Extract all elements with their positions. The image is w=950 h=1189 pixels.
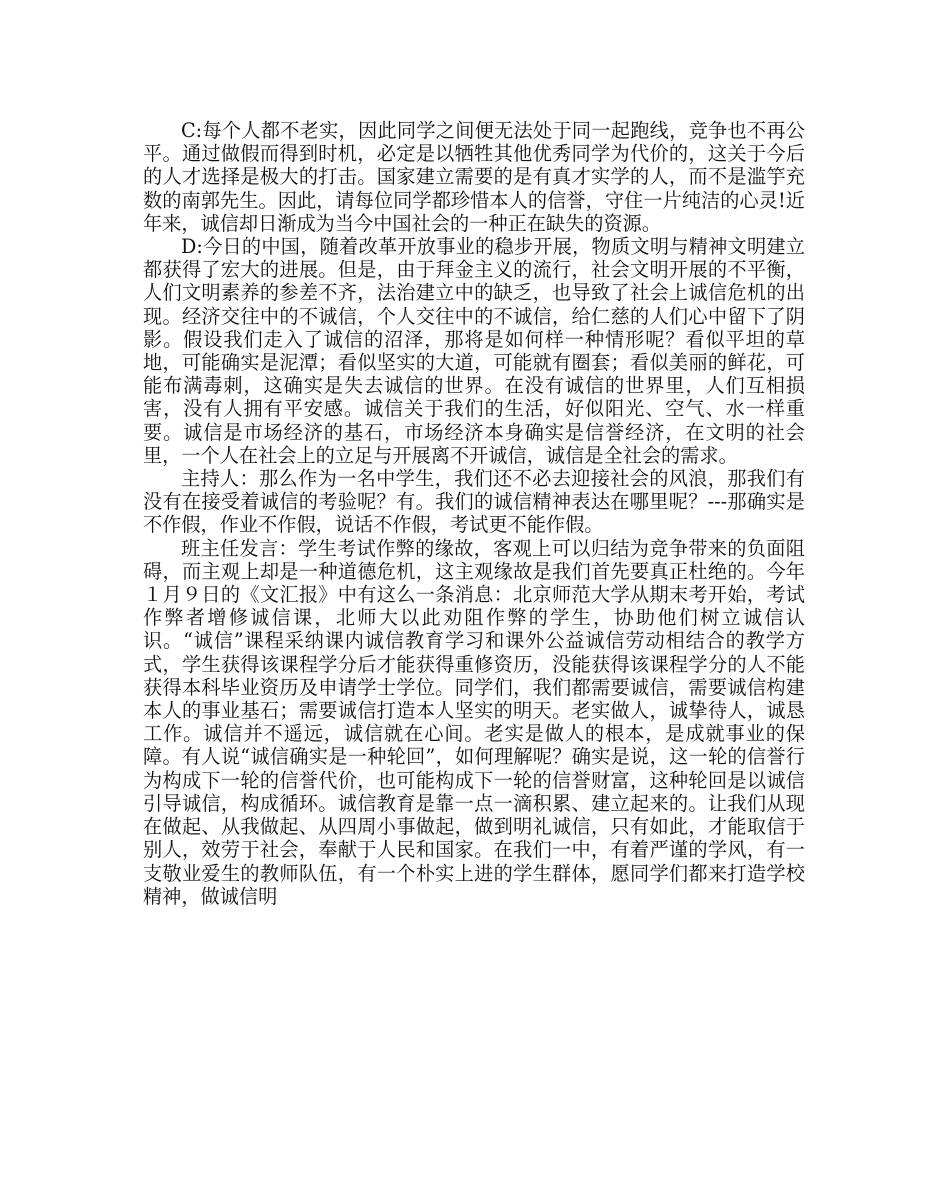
document-page <box>143 119 805 908</box>
paragraph-host: 主持人：那么作为一名中学生，我们还不必去迎接社会的风浪，那我们有没有在接受着诚信的考验呢？有。我们的诚信精神表达在哪里呢？---那确实是不作假，作业不作假，说话不作假，考试更不能作假。 <box>143 467 805 537</box>
paragraph-c: C:每个人都不老实，因此同学之间便无法处于同一起跑线，竞争也不再公平。通过做假而得到时机，必定是以牺牲其他优秀同学为代价的，这关于今后的人才选择是极大的打击。国家建立需要的是有真才实学的人，而不是滥竽充数的南郭先生。因此，请每位同学都珍惜本人的信誉，守住一片纯洁的心灵!近年来，诚信却日渐成为当今中国社会的一种正在缺失的资源。 <box>143 119 805 235</box>
paragraph-d: D:今日的中国，随着改革开放事业的稳步开展，物质文明与精神文明建立都获得了宏大的进展。但是，由于拜金主义的流行，社会文明开展的不平衡，人们文明素养的参差不齐，法治建立中的缺乏，也导致了社会上诚信危机的出现。经济交往中的不诚信，个人交往中的不诚信，给仁慈的人们心中留下了阴影。假设我们走入了诚信的沼泽，那将是如何样一种情形呢？看似平坦的草地，可能确实是泥潭；看似坚实的大道，可能就有圈套；看似美丽的鲜花，可能布满毒刺，这确实是失去诚信的世界。在没有诚信的世界里，人们互相损害，没有人拥有平安感。诚信关于我们的生活，好似阳光、空气、水一样重要。诚信是市场经济的基石，市场经济本身确实是信誉经济，在文明的社会里，一个人在社会上的立足与开展离不开诚信，诚信是全社会的需求。 <box>143 235 805 467</box>
paragraph-teacher: 班主任发言：学生考试作弊的缘故，客观上可以归结为竞争带来的负面阻碍，而主观上却是一种道德危机，这主观缘故是我们首先要真正杜绝的。今年１月９日的《文汇报》中有这么一条消息：北京师范大学从期末考开始，考试作弊者增修诚信课，北师大以此劝阻作弊的学生，协助他们树立诚信认识。“诚信”课程采纳课内诚信教育学习和课外公益诚信劳动相结合的教学方式，学生获得该课程学分后才能获得重修资历，没能获得该课程学分的人不能获得本科毕业资历及申请学士学位。同学们，我们都需要诚信，需要诚信构建本人的事业基石；需要诚信打造本人坚实的明天。老实做人，诚挚待人，诚恳工作。诚信并不遥远，诚信就在心间。老实是做人的根本，是成就事业的保障。有人说“诚信确实是一种轮回”，如何理解呢？确实是说，这一轮的信誉行为构成下一轮的信誉代价，也可能构成下一轮的信誉财富，这种轮回是以诚信引导诚信，构成循环。诚信教育是靠一点一滴积累、建立起来的。让我们从现在做起、从我做起、从四周小事做起，做到明礼诚信，只有如此，才能取信于别人，效劳于社会，奉献于人民和国家。在我们一中，有着严谨的学风，有一支敬业爱生的教师队伍，有一个朴实上进的学生群体，愿同学们都来打造学校精神，做诚信明 <box>143 536 805 908</box>
